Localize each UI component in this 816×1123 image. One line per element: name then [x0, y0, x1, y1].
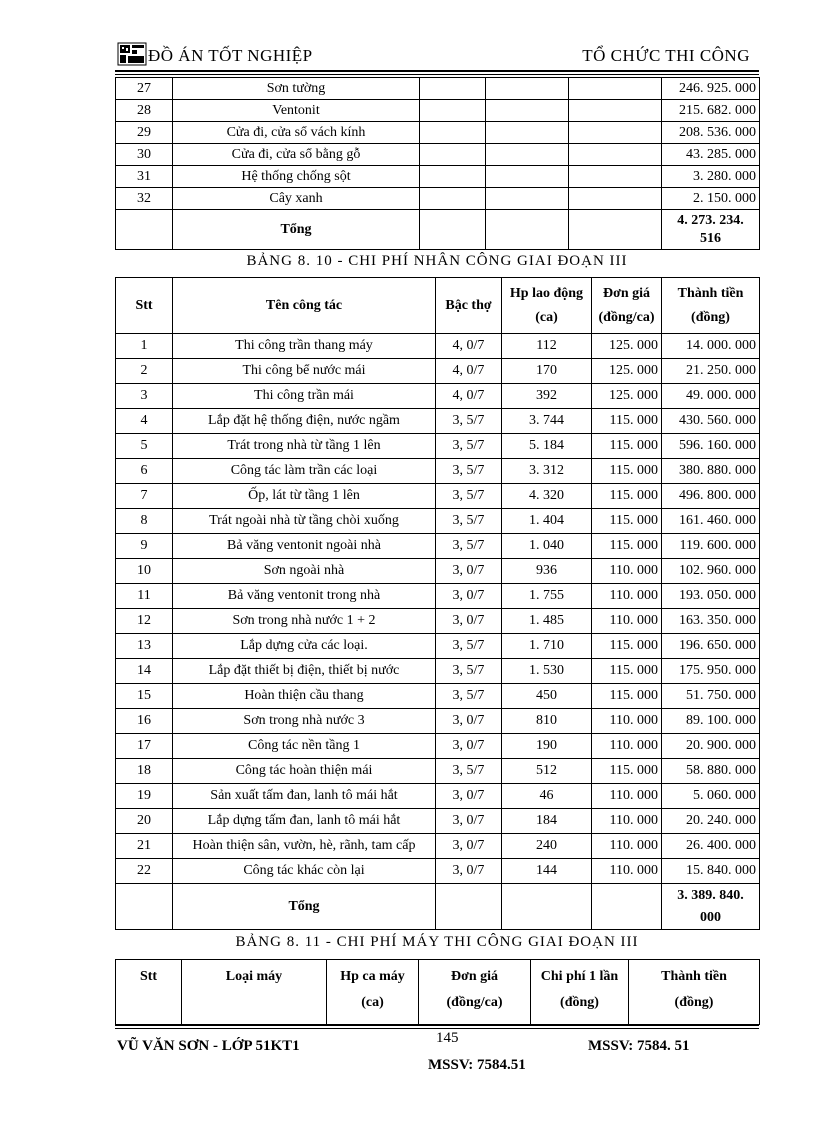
cell-empty [420, 122, 486, 144]
cell-hp: 112 [502, 334, 592, 359]
cell-total: 208. 536. 000 [662, 122, 760, 144]
footer-student-id-center: MSSV: 7584.51 [428, 1057, 526, 1073]
cell-price: 115. 000 [592, 659, 662, 684]
cell-stt: 13 [116, 634, 173, 659]
cell-total: 193. 050. 000 [662, 584, 760, 609]
cell-grade: 3, 5/7 [436, 684, 502, 709]
cell-name: Trát ngoài nhà từ tầng chòi xuống [173, 509, 436, 534]
cell-hp: 1. 404 [502, 509, 592, 534]
cell-stt: 3 [116, 384, 173, 409]
table-row [116, 834, 760, 859]
cell-grade: 3, 5/7 [436, 659, 502, 684]
col-hp: Hp lao động (ca) [502, 278, 592, 334]
cell-hp: 1. 040 [502, 534, 592, 559]
cell-name: Lắp dựng cửa các loại. [173, 634, 436, 659]
cell-name: Công tác hoàn thiện mái [173, 759, 436, 784]
table-row [116, 509, 760, 534]
cell-stt: 17 [116, 734, 173, 759]
cell-hp: 810 [502, 709, 592, 734]
cell-stt: 1 [116, 334, 173, 359]
col-price: Đơn giá (đồng/ca) [419, 960, 531, 1025]
cell-stt: 2 [116, 359, 173, 384]
cell-hp: 512 [502, 759, 592, 784]
cell-name: Hoàn thiện cầu thang [173, 684, 436, 709]
table-row [116, 459, 760, 484]
header-rule [115, 70, 759, 72]
cell-total: 14. 000. 000 [662, 334, 760, 359]
cell-empty [420, 188, 486, 210]
cell-empty [420, 144, 486, 166]
cell-price: 110. 000 [592, 709, 662, 734]
cell-price: 115. 000 [592, 534, 662, 559]
cell-name: Lắp dựng tấm đan, lanh tô mái hắt [173, 809, 436, 834]
cell-name: Ốp, lát từ tầng 1 lên [173, 484, 436, 509]
table-row [116, 434, 760, 459]
table-row [116, 809, 760, 834]
cell-price: 110. 000 [592, 559, 662, 584]
cell-price: 115. 000 [592, 509, 662, 534]
cell-hp: 1. 485 [502, 609, 592, 634]
cell-name: Ventonit [173, 100, 420, 122]
cell-total: 20. 240. 000 [662, 809, 760, 834]
table-row [116, 784, 760, 809]
col-hp: Hp ca máy (ca) [327, 960, 419, 1025]
col-grade: Bậc thợ [436, 278, 502, 334]
table-row [116, 166, 760, 188]
table-row [116, 609, 760, 634]
cell-total: 5. 060. 000 [662, 784, 760, 809]
material-cost-table-continued [115, 77, 760, 250]
cell-name: Công tác khác còn lại [173, 859, 436, 884]
cell-stt: 28 [116, 100, 173, 122]
cell-stt: 32 [116, 188, 173, 210]
cell-total: 163. 350. 000 [662, 609, 760, 634]
cell-price: 110. 000 [592, 834, 662, 859]
cell-grade: 3, 0/7 [436, 784, 502, 809]
cell-grade: 3, 0/7 [436, 809, 502, 834]
cell-total: 26. 400. 000 [662, 834, 760, 859]
cell-name: Bả văng ventonit trong nhà [173, 584, 436, 609]
cell-empty [420, 78, 486, 100]
cell-total: 2. 150. 000 [662, 188, 760, 210]
cell-grade: 3, 0/7 [436, 609, 502, 634]
labor-cost-rows [116, 334, 760, 884]
cell-total: 21. 250. 000 [662, 359, 760, 384]
table-row [116, 534, 760, 559]
cell-price: 125. 000 [592, 334, 662, 359]
cell-name: Lắp đặt hệ thống điện, nước ngầm [173, 409, 436, 434]
table-row [116, 709, 760, 734]
cell-total: 15. 840. 000 [662, 859, 760, 884]
cell-hp: 1. 530 [502, 659, 592, 684]
cell-price: 125. 000 [592, 384, 662, 409]
cell-hp: 144 [502, 859, 592, 884]
cell-name: Bả văng ventonit ngoài nhà [173, 534, 436, 559]
table-row [116, 684, 760, 709]
cell-name: Sản xuất tấm đan, lanh tô mái hắt [173, 784, 436, 809]
cell-price: 115. 000 [592, 459, 662, 484]
machine-cost-table [115, 959, 760, 1025]
col-total: Thành tiền (đồng) [629, 960, 760, 1025]
cell-name: Công tác làm trần các loại [173, 459, 436, 484]
cell-name: Công tác nền tầng 1 [173, 734, 436, 759]
cell-total: 89. 100. 000 [662, 709, 760, 734]
cell-name: Cửa đi, cửa sổ vách kính [173, 122, 420, 144]
cell-price: 110. 000 [592, 809, 662, 834]
cell-grade: 3, 5/7 [436, 459, 502, 484]
logo-icon [117, 42, 147, 66]
table-total-row [116, 884, 760, 930]
labor-cost-table [115, 277, 760, 930]
cell-empty [486, 188, 569, 210]
cell-grade: 3, 0/7 [436, 734, 502, 759]
footer-rule [115, 1024, 759, 1026]
cell-total: 102. 960. 000 [662, 559, 760, 584]
cell-total: 196. 650. 000 [662, 634, 760, 659]
cell-empty [486, 166, 569, 188]
cell-price: 115. 000 [592, 409, 662, 434]
table-header-row [116, 278, 760, 334]
cell-empty [420, 166, 486, 188]
table-8-11-caption: BẢNG 8. 11 - CHI PHÍ MÁY THI CÔNG GIAI ĐOẠN III [235, 934, 639, 950]
col-once: Chi phí 1 lần (đồng) [531, 960, 629, 1025]
table-row [116, 584, 760, 609]
col-name: Tên công tác [173, 278, 436, 334]
table-row [116, 634, 760, 659]
cell-grade: 3, 5/7 [436, 534, 502, 559]
cell-total: 246. 925. 000 [662, 78, 760, 100]
cell-stt: 14 [116, 659, 173, 684]
cell-empty [486, 122, 569, 144]
cell-grade: 3, 0/7 [436, 584, 502, 609]
footer-student-id: MSSV: 7584. 51 [588, 1038, 690, 1054]
cell-empty [486, 100, 569, 122]
cell-total: 161. 460. 000 [662, 509, 760, 534]
cell-empty [486, 78, 569, 100]
cell-total: 20. 900. 000 [662, 734, 760, 759]
cell-empty [420, 100, 486, 122]
cell-stt: 9 [116, 534, 173, 559]
cell-name: Trát trong nhà từ tầng 1 lên [173, 434, 436, 459]
cell-stt: 21 [116, 834, 173, 859]
cell-total: 51. 750. 000 [662, 684, 760, 709]
header-title-right: TỔ CHỨC THI CÔNG [582, 46, 750, 65]
cell-stt: 15 [116, 684, 173, 709]
cell-empty [486, 144, 569, 166]
cell-stt: 4 [116, 409, 173, 434]
cell-name: Sơn trong nhà nước 1 + 2 [173, 609, 436, 634]
table-header-row [116, 960, 760, 1025]
cell-hp: 1. 710 [502, 634, 592, 659]
cell-price: 110. 000 [592, 609, 662, 634]
total-label: Tổng [173, 884, 436, 930]
cell-stt: 31 [116, 166, 173, 188]
cell-stt: 18 [116, 759, 173, 784]
material-cost-rows [116, 78, 760, 210]
table-row [116, 859, 760, 884]
table-row [116, 122, 760, 144]
table-row [116, 78, 760, 100]
cell-hp: 3. 744 [502, 409, 592, 434]
cell-stt: 5 [116, 434, 173, 459]
cell-price: 110. 000 [592, 784, 662, 809]
total-value: 3. 389. 840. 000 [662, 884, 760, 930]
cell-total: 215. 682. 000 [662, 100, 760, 122]
cell-grade: 3, 5/7 [436, 634, 502, 659]
col-stt: Stt [116, 960, 182, 1025]
table-8-10-caption: BẢNG 8. 10 - CHI PHÍ NHÂN CÔNG GIAI ĐOẠN III [246, 253, 628, 269]
cell-name: Hệ thống chống sột [173, 166, 420, 188]
cell-price: 115. 000 [592, 759, 662, 784]
cell-hp: 936 [502, 559, 592, 584]
cell-name: Cửa đi, cửa sổ bằng gỗ [173, 144, 420, 166]
table-row [116, 334, 760, 359]
col-type: Loại máy [182, 960, 327, 1025]
cell-empty [569, 188, 662, 210]
cell-hp: 170 [502, 359, 592, 384]
cell-total: 119. 600. 000 [662, 534, 760, 559]
cell-hp: 4. 320 [502, 484, 592, 509]
footer-rule-thin [115, 1028, 759, 1029]
col-stt: Stt [116, 278, 173, 334]
cell-price: 115. 000 [592, 484, 662, 509]
cell-hp: 392 [502, 384, 592, 409]
cell-price: 110. 000 [592, 584, 662, 609]
cell-grade: 4, 0/7 [436, 359, 502, 384]
cell-price: 115. 000 [592, 634, 662, 659]
cell-hp: 450 [502, 684, 592, 709]
cell-stt: 12 [116, 609, 173, 634]
cell-stt: 29 [116, 122, 173, 144]
cell-total: 175. 950. 000 [662, 659, 760, 684]
cell-name: Sơn tường [173, 78, 420, 100]
cell-empty [569, 122, 662, 144]
cell-total: 49. 000. 000 [662, 384, 760, 409]
table-row [116, 484, 760, 509]
cell-name: Sơn ngoài nhà [173, 559, 436, 584]
table-row [116, 144, 760, 166]
table-row [116, 100, 760, 122]
cell-name: Thi công trần mái [173, 384, 436, 409]
table-row [116, 384, 760, 409]
cell-grade: 3, 0/7 [436, 709, 502, 734]
cell-hp: 240 [502, 834, 592, 859]
table-row [116, 559, 760, 584]
table-row [116, 759, 760, 784]
cell-hp: 190 [502, 734, 592, 759]
header-title-left: ĐỒ ÁN TỐT NGHIỆP [148, 46, 313, 65]
cell-stt: 11 [116, 584, 173, 609]
cell-hp: 1. 755 [502, 584, 592, 609]
cell-hp: 46 [502, 784, 592, 809]
cell-grade: 3, 5/7 [436, 759, 502, 784]
cell-stt: 30 [116, 144, 173, 166]
table-row [116, 359, 760, 384]
cell-name: Thi công trần thang máy [173, 334, 436, 359]
cell-stt: 6 [116, 459, 173, 484]
cell-stt: 10 [116, 559, 173, 584]
total-label: Tổng [173, 210, 420, 250]
cell-price: 110. 000 [592, 734, 662, 759]
cell-hp: 5. 184 [502, 434, 592, 459]
cell-grade: 3, 5/7 [436, 509, 502, 534]
cell-price: 110. 000 [592, 859, 662, 884]
col-price: Đơn giá (đồng/ca) [592, 278, 662, 334]
cell-stt: 16 [116, 709, 173, 734]
cell-price: 125. 000 [592, 359, 662, 384]
cell-total: 596. 160. 000 [662, 434, 760, 459]
cell-grade: 4, 0/7 [436, 334, 502, 359]
cell-total: 58. 880. 000 [662, 759, 760, 784]
cell-grade: 3, 0/7 [436, 559, 502, 584]
cell-name: Thi công bể nước mái [173, 359, 436, 384]
cell-hp: 184 [502, 809, 592, 834]
total-value: 4. 273. 234. 516 [662, 210, 760, 250]
col-total: Thành tiền (đồng) [662, 278, 760, 334]
cell-hp: 3. 312 [502, 459, 592, 484]
cell-total: 380. 880. 000 [662, 459, 760, 484]
cell-price: 115. 000 [592, 434, 662, 459]
cell-stt: 19 [116, 784, 173, 809]
table-row [116, 409, 760, 434]
cell-empty [569, 78, 662, 100]
cell-grade: 3, 5/7 [436, 484, 502, 509]
cell-stt: 8 [116, 509, 173, 534]
cell-total: 43. 285. 000 [662, 144, 760, 166]
cell-name: Hoàn thiện sân, vườn, hè, rãnh, tam cấp [173, 834, 436, 859]
cell-empty [569, 144, 662, 166]
footer-author: VŨ VĂN SƠN - LỚP 51KT1 [117, 1038, 300, 1054]
cell-empty [569, 100, 662, 122]
cell-name: Cây xanh [173, 188, 420, 210]
cell-total: 3. 280. 000 [662, 166, 760, 188]
cell-stt: 27 [116, 78, 173, 100]
cell-grade: 3, 5/7 [436, 434, 502, 459]
cell-grade: 3, 5/7 [436, 409, 502, 434]
cell-total: 496. 800. 000 [662, 484, 760, 509]
cell-price: 115. 000 [592, 684, 662, 709]
table-row [116, 734, 760, 759]
cell-stt: 22 [116, 859, 173, 884]
table-row [116, 188, 760, 210]
header-rule-thin [115, 74, 759, 75]
cell-empty [569, 166, 662, 188]
cell-stt: 20 [116, 809, 173, 834]
cell-name: Sơn trong nhà nước 3 [173, 709, 436, 734]
cell-name: Lắp đặt thiết bị điện, thiết bị nước [173, 659, 436, 684]
cell-total: 430. 560. 000 [662, 409, 760, 434]
cell-stt: 7 [116, 484, 173, 509]
table-row [116, 659, 760, 684]
cell-grade: 3, 0/7 [436, 834, 502, 859]
cell-grade: 3, 0/7 [436, 859, 502, 884]
cell-grade: 4, 0/7 [436, 384, 502, 409]
table-total-row [116, 210, 760, 250]
page-number: 145 [436, 1030, 459, 1046]
